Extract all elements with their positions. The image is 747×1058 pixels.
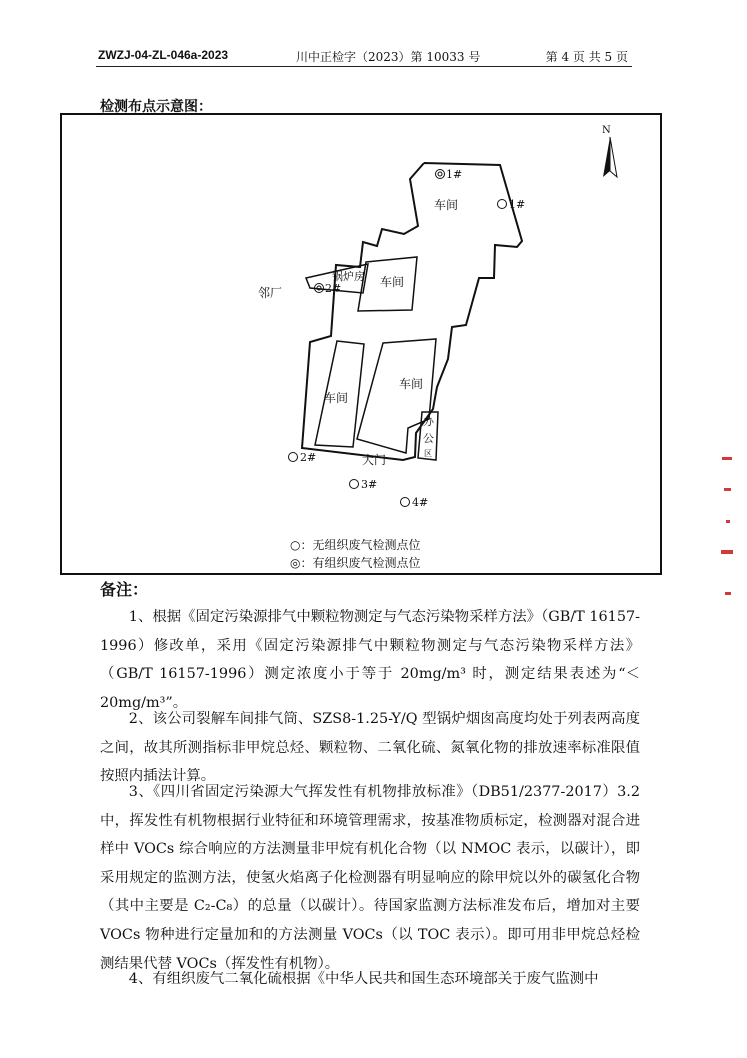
workshop-right-label: 车间 xyxy=(399,377,424,391)
site-plan-diagram xyxy=(62,115,660,573)
organized-point-2-label: 2# xyxy=(325,282,342,295)
note-3: 3、《四川省固定污染源大气挥发性有机物排放标准》（DB51/2377-2017）3.2 中，挥发性有机物根据行业特征和环境管理需求，按基准物质标定，检测器对混合进样中 VOCs 综合响应的方法测量非甲烷有机化合物（以 NMOC 表示，以碳计），即采用规定的监测方法，使氢火焰离子化检测器有明显响应的除甲烷以外的碳氢化合物（其中主要是 C₂-C₈）的总量（以碳计）。待国家监测方法标准发布后，增加对主要 VOCs 物种进行定量加和的方法测量 VOCs（以 TOC 表示）。即可用非甲烷总烃检测结果代替 VOCs（挥发性有机物）。 xyxy=(100,784,640,972)
boiler-room-label: 锅炉房 xyxy=(332,270,365,283)
notes-title: 备注： xyxy=(100,580,149,599)
seal-edge-mark-3 xyxy=(726,520,730,523)
page-number: 第 4 页 共 5 页 xyxy=(545,50,628,64)
site-boundary xyxy=(302,163,522,460)
workshop-top-label: 车间 xyxy=(434,198,459,212)
monitoring-point-map xyxy=(60,113,662,575)
note-1: 1、根据《固定污染源排气中颗粒物测定与气态污染物采样方法》（GB/T 16157-1996）修改单，采用《固定污染源排气中颗粒物测定与气态污染物采样方法》（GB/T 16157-1996）测定浓度小于等于 20mg/m³ 时，测定结果表述为“＜20mg/m³”。 xyxy=(100,609,640,711)
unorganized-point-3-label: 3# xyxy=(361,478,378,491)
seal-edge-mark-1 xyxy=(722,457,732,460)
workshop-left-label: 车间 xyxy=(324,391,349,405)
seal-edge-mark-2 xyxy=(724,488,731,491)
unorganized-point-4-label: 4# xyxy=(412,496,429,509)
unorganized-point-1 xyxy=(498,198,526,211)
north-label: N xyxy=(602,125,611,136)
page-header xyxy=(98,48,628,66)
seal-edge-mark-5 xyxy=(725,592,731,595)
doc-code: ZWZJ-04-ZL-046a-2023 xyxy=(98,48,229,62)
unorganized-point-2-label: 2# xyxy=(300,451,317,464)
seal-edge-mark-4 xyxy=(721,550,733,554)
organized-point-1-label: 1# xyxy=(446,168,463,181)
north-arrow-icon xyxy=(603,137,617,177)
note-2: 2、该公司裂解车间排气筒、SZS8-1.25-Y/Q 型锅炉烟囱高度均处于列表两高度之间，故其所测指标非甲烷总烃、颗粒物、二氧化硫、氮氧化物的排放速率标准限值按照内插法计算。 xyxy=(100,711,640,785)
report-number: 川中正检字（2023）第 10033 号 xyxy=(296,50,481,64)
workshop-mid-label: 车间 xyxy=(380,275,405,289)
gate-label: 大门 xyxy=(362,453,387,467)
office-label-2: 公 xyxy=(423,432,434,445)
unorganized-point-3 xyxy=(350,478,378,491)
note-4: 4、有组织废气二氧化硫根据《中华人民共和国生态环境部关于废气监测中 xyxy=(128,971,599,987)
header-rule xyxy=(96,66,632,67)
section-title: 检测布点示意图： xyxy=(100,99,212,115)
office-label-1: 办 xyxy=(423,415,434,428)
unorganized-point-2 xyxy=(289,451,317,464)
office-label-3: 区 xyxy=(424,449,432,458)
legend-unorganized: ○：无组织废气检测点位 xyxy=(290,538,421,552)
unorganized-point-4 xyxy=(401,496,429,509)
organized-point-1 xyxy=(436,168,463,181)
neighbor-factory-label: 邻厂 xyxy=(258,286,283,300)
legend-organized: ◎：有组织废气检测点位 xyxy=(290,556,421,570)
unorganized-point-1-label: 1# xyxy=(509,198,526,211)
